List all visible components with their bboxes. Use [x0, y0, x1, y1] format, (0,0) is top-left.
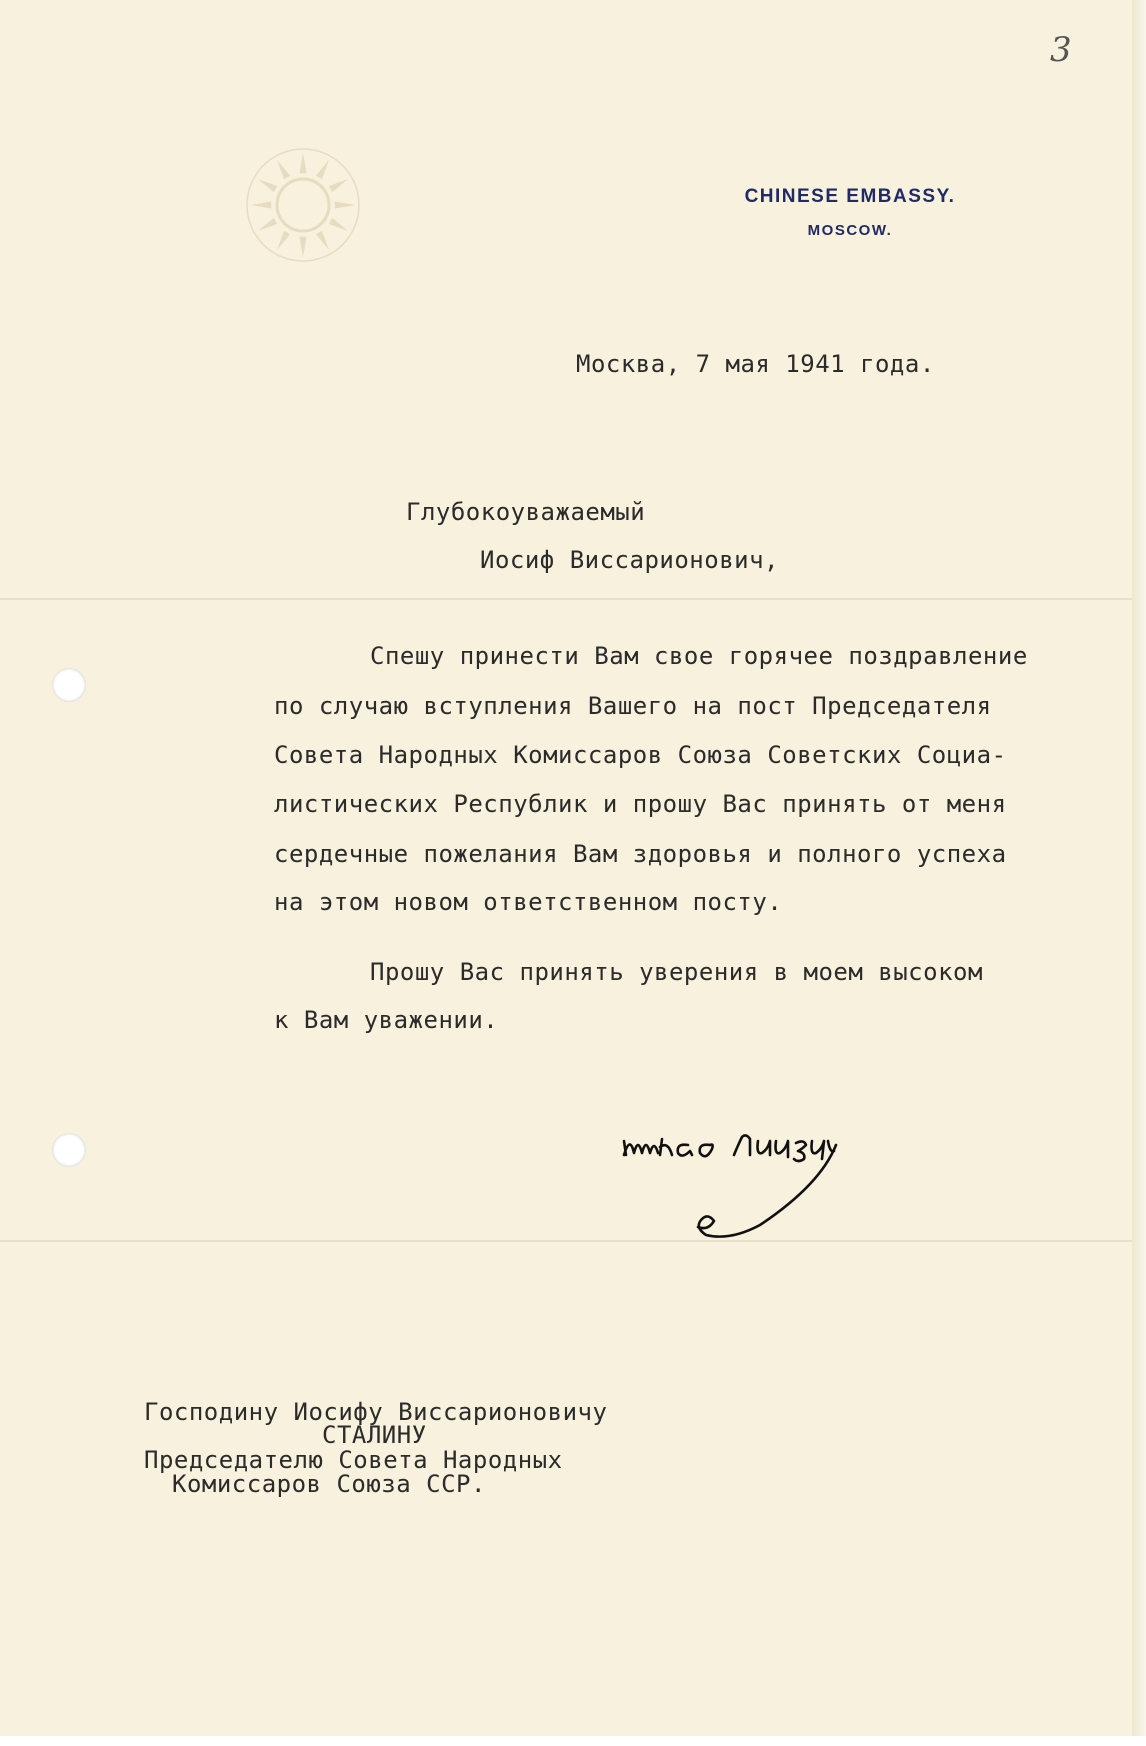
sun-ray-icon [258, 218, 277, 231]
embossed-sun-emblem-icon [244, 146, 362, 264]
body-paragraph-1-line: сердечные пожелания Вам здоровья и полного успеха [274, 840, 1007, 868]
sun-ray-icon [316, 160, 329, 179]
addressee-line-4: Комиссаров Союза ССР. [172, 1470, 486, 1498]
paper-edge [1132, 0, 1146, 1746]
page-number: 3 [1050, 30, 1072, 70]
salutation-line-2: Иосиф Виссарионович, [480, 546, 779, 574]
punch-hole [52, 668, 86, 702]
sun-ray-icon [277, 231, 290, 250]
body-paragraph-1-line: Совета Народных Комиссаров Союза Советских Социа- [274, 741, 1007, 769]
addressee-line-1: Господину Иосифу Виссарионовичу [144, 1398, 608, 1426]
letterhead [700, 186, 1000, 239]
paper-fold-line [0, 1240, 1132, 1242]
sun-ray-icon [258, 179, 277, 192]
paper-fold-line [0, 598, 1132, 600]
body-paragraph-2-line: к Вам уважении. [274, 1006, 499, 1034]
sun-ray-icon [316, 231, 329, 250]
addressee-line-2: СТАЛИНУ [322, 1421, 427, 1449]
addressee-line-3: Председателю Совета Народных [144, 1446, 563, 1474]
sun-ray-icon [335, 202, 355, 209]
body-paragraph-2-line: Прошу Вас принять уверения в моем высоком [370, 958, 983, 986]
handwritten-signature [610, 1115, 910, 1245]
sun-ray-icon [251, 202, 271, 209]
letterhead-embassy: CHINESE EMBASSY. [744, 186, 956, 207]
sun-ray-icon [329, 218, 348, 231]
letterhead-city: MOSCOW. [807, 222, 893, 239]
sun-ray-icon [300, 153, 307, 173]
sun-ray-icon [329, 179, 348, 192]
body-paragraph-1-line: Спешу принести Вам свое горячее поздравление [370, 642, 1028, 670]
body-paragraph-1-line: на этом новом ответственном посту. [274, 888, 783, 916]
body-paragraph-1-line: по случаю вступления Вашего на пост Председателя [274, 692, 992, 720]
sun-ray-icon [300, 237, 307, 257]
date-line: Москва, 7 мая 1941 года. [576, 350, 935, 378]
body-paragraph-1-line: листических Республик и прошу Вас принять от меня [274, 790, 1007, 818]
paper-edge-bottom [0, 1736, 1146, 1746]
sun-ray-icon [277, 160, 290, 179]
punch-hole [52, 1133, 86, 1167]
salutation-line-1: Глубокоуважаемый [406, 498, 646, 526]
